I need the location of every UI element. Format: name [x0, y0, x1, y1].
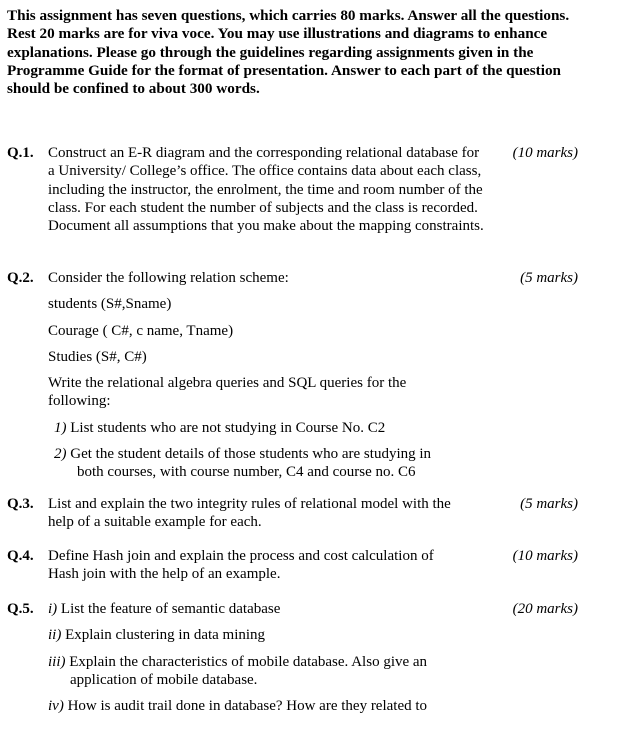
question-instruction: Write the relational algebra queries and SQL queries for the following:	[48, 375, 407, 410]
question-body	[48, 269, 488, 482]
sub-item-text: Explain clustering in data mining	[65, 627, 266, 644]
sub-item-number: 2)	[54, 446, 67, 463]
question-number: Q.1.	[7, 145, 34, 161]
sub-item-2	[54, 445, 488, 482]
schema-students: students (S#,Sname)	[48, 296, 172, 313]
question-body	[48, 600, 488, 715]
marks-label: (5 marks)	[520, 496, 578, 512]
marks-label: (5 marks)	[520, 270, 578, 286]
question-line: List and explain the two integrity rules of relational model with the	[48, 496, 451, 512]
question-text: Construct an E-R diagram and the corresponding relational database for a University/ College’s office. The office contains data about each class, including the instructor, the enrolment, the time and room number of the class. For each student the number of subjects and the class is recorded. Document all assumptions that you make about the mapping constraints.	[48, 145, 484, 235]
marks-label: (10 marks)	[512, 548, 578, 564]
schema-courage: Courage ( C#, c name, Tname)	[48, 322, 234, 339]
sub-item-number: iv)	[48, 698, 64, 715]
intro-paragraph: This assignment has seven questions, which carries 80 marks. Answer all the questions. Rest 20 marks are for viva voce. You may use illustrations and diagrams to enhance explanations. Please go through the guidelines regarding assignments given in the Programme Guide for the format of presentation. Answer to each part of the question should be confined to about 300 words.	[7, 7, 570, 98]
marks-label: (10 marks)	[512, 145, 578, 161]
sub-item-number: iii)	[48, 653, 66, 670]
sub-item-text: List the feature of semantic database	[60, 601, 281, 617]
schema-studies: Studies (S#, C#)	[48, 348, 147, 365]
sub-item-ii	[48, 626, 488, 644]
marks-label: (20 marks)	[512, 601, 578, 617]
question-body	[48, 547, 488, 584]
sub-item-number: 1)	[54, 419, 67, 436]
sub-item-text: Get the student details of those students who are studying in	[70, 446, 432, 463]
sub-item-text: Explain the characteristics of mobile database. Also give an	[69, 653, 428, 670]
sub-item-text-continued: both courses, with course number, C4 and course no. C6	[77, 464, 416, 481]
question-number: Q.2.	[7, 270, 34, 286]
question-line: help of a suitable example for each.	[48, 514, 262, 531]
question-number: Q.3.	[7, 496, 34, 512]
sub-item-text: How is audit trail done in database? How are they related to	[67, 698, 428, 715]
question-number: Q.4.	[7, 548, 34, 564]
sub-item-number: i)	[48, 601, 58, 617]
sub-item-number: ii)	[48, 627, 62, 644]
sub-item-i	[48, 600, 488, 618]
question-line: Hash join with the help of an example.	[48, 566, 281, 583]
sub-item-1	[54, 419, 488, 437]
question-number: Q.5.	[7, 601, 34, 617]
question-body	[48, 495, 488, 532]
sub-item-iv	[48, 697, 488, 715]
sub-item-iii	[48, 653, 488, 690]
question-lead: Consider the following relation scheme:	[48, 270, 289, 286]
question-line: Define Hash join and explain the process and cost calculation of	[48, 548, 434, 564]
sub-item-text: List students who are not studying in Course No. C2	[70, 419, 386, 436]
sub-item-text-continued: application of mobile database.	[70, 671, 258, 688]
